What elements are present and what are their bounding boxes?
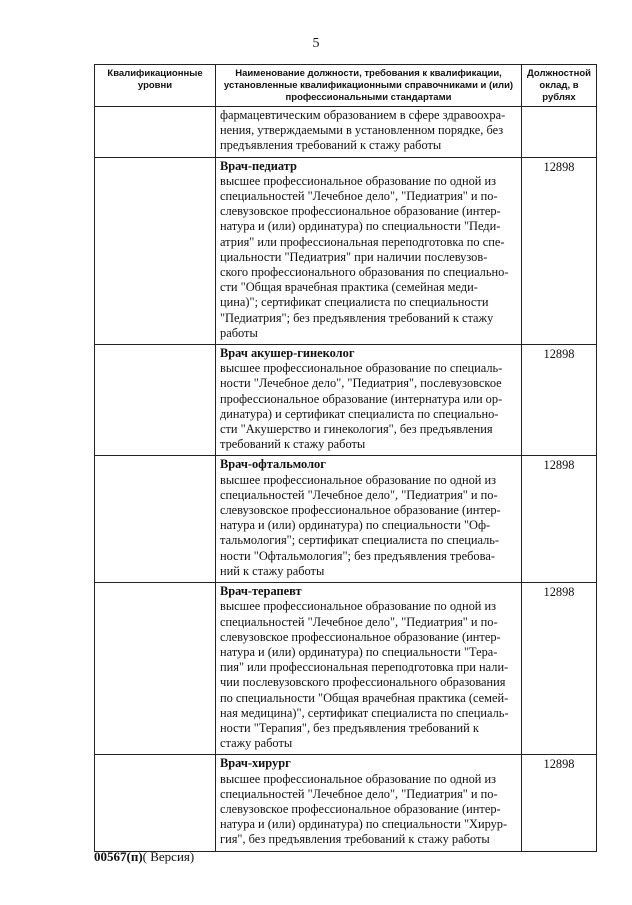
requirement-line: натура и (или) ординатура) по специальности "Оф- <box>220 518 491 533</box>
requirement-line: специальностей "Лечебное дело", "Педиатрия" и по- <box>220 189 498 204</box>
requirement-line: слевузовское профессиональное образование (интер- <box>220 801 501 816</box>
levels-cell <box>95 583 216 755</box>
document-version: ( Версия) <box>142 849 195 864</box>
requirement-line: требований к стажу работы <box>220 437 366 452</box>
position-description <box>216 583 522 755</box>
requirement-line: слевузовское профессиональное образование (интер- <box>220 629 501 644</box>
requirement-line: высшее профессиональное образование по одной из <box>220 472 497 487</box>
requirement-line: "Педиатрия"; без предъявления требований к стажу <box>220 310 494 325</box>
requirement-line: пия" или профессиональная переподготовка при нали- <box>220 660 509 675</box>
requirement-line: высшее профессиональное образование по одной из <box>220 173 497 188</box>
salary-value: 12898 <box>522 345 597 456</box>
continuation-line: фармацевтическим образованием в сфере здравоохра- <box>220 108 506 122</box>
levels-cell <box>95 755 216 851</box>
requirement-line: атрия" или профессиональная переподготовка по спе- <box>220 234 505 249</box>
requirement-line: цина)"; сертификат специалиста по специальности <box>220 295 489 310</box>
page-number: 5 <box>312 36 320 51</box>
table-row <box>95 755 597 851</box>
requirement-line: ского профессионального образования по специально- <box>220 265 509 280</box>
salary-value: 12898 <box>522 157 597 344</box>
header-position-requirements: Наименование должности, требования к квалификации, установленные квалификационными справочниками и (или) профессиональными стандартами <box>216 65 522 107</box>
requirement-line: слевузовское профессиональное образование (интер- <box>220 503 501 518</box>
requirement-line: гия", без предъявления требований к стажу работы <box>220 832 490 847</box>
requirement-line: специальностей "Лечебное дело", "Педиатрия" и по- <box>220 614 498 629</box>
requirement-line: тальмология"; сертификат специалиста по специаль- <box>220 533 500 548</box>
requirement-line: высшее профессиональное образование по специаль- <box>220 361 503 376</box>
position-description <box>216 755 522 851</box>
position-description <box>216 157 522 344</box>
position-title: Врач-офтальмолог <box>220 457 326 472</box>
salary-value: 12898 <box>522 456 597 583</box>
position-title: Врач-педиатр <box>220 158 297 173</box>
requirement-line: стажу работы <box>220 736 293 751</box>
header-levels: Квалификационные уровни <box>95 65 216 107</box>
table-row <box>95 456 597 583</box>
salary-cell <box>522 107 597 158</box>
qualification-table <box>94 64 597 852</box>
header-salary: Должностной оклад, в рублях <box>522 65 597 107</box>
requirement-line: сти "Общая врачебная практика (семейная меди- <box>220 280 478 295</box>
requirement-line: ний к стажу работы <box>220 563 325 578</box>
requirement-line: слевузовское профессиональное образование (интер- <box>220 204 501 219</box>
document-footer <box>94 849 194 865</box>
requirement-line: ная медицина)", сертификат специалиста по специаль- <box>220 705 509 720</box>
table-row <box>95 157 597 344</box>
requirement-line: высшее профессиональное образование по одной из <box>220 771 497 786</box>
table-row <box>95 345 597 456</box>
continuation-row <box>95 107 597 158</box>
requirement-line: профессиональное образование (интернатура или ор- <box>220 391 503 406</box>
position-description <box>216 456 522 583</box>
requirement-line: высшее профессиональное образование по одной из <box>220 599 497 614</box>
levels-cell <box>95 345 216 456</box>
continuation-line: предъявления требований к стажу работы <box>220 138 442 153</box>
requirement-line: сти "Акушерство и гинекология", без предъявления <box>220 422 493 437</box>
position-description <box>216 345 522 456</box>
requirement-line: по специальности "Общая врачебная практика (семей- <box>220 690 509 705</box>
requirement-line: ности "Офтальмология"; без предъявления требова- <box>220 548 495 563</box>
position-title: Врач-хирург <box>220 756 291 771</box>
salary-value: 12898 <box>522 583 597 755</box>
document-code: 00567(п) <box>94 849 143 864</box>
requirement-line: натура и (или) ординатура) по специальности "Педи- <box>220 219 501 234</box>
table-header-row <box>95 65 597 107</box>
table-row <box>95 583 597 755</box>
salary-value: 12898 <box>522 755 597 851</box>
continuation-line: нения, утверждаемыми в установленном порядке, без <box>220 123 504 138</box>
position-title: Врач-терапевт <box>220 584 302 599</box>
requirement-line: натура и (или) ординатура) по специальности "Тера- <box>220 644 498 659</box>
requirement-line: динатура) и сертификат специалиста по специально- <box>220 406 499 421</box>
position-title: Врач акушер-гинеколог <box>220 346 355 361</box>
continuation-text <box>216 107 522 158</box>
requirement-line: натура и (или) ординатура) по специальности "Хирур- <box>220 817 508 832</box>
levels-cell <box>95 107 216 158</box>
requirement-line: ности "Лечебное дело", "Педиатрия", послевузовское <box>220 376 502 391</box>
requirement-line: циальности "Педиатрия" при наличии послевузов- <box>220 249 488 264</box>
requirement-line: специальностей "Лечебное дело", "Педиатрия" и по- <box>220 487 498 502</box>
requirement-line: специальностей "Лечебное дело", "Педиатрия" и по- <box>220 786 498 801</box>
requirement-line: работы <box>220 325 258 340</box>
levels-cell <box>95 456 216 583</box>
requirement-line: чии послевузовского профессионального образования <box>220 675 506 690</box>
requirement-line: ности "Терапия", без предъявления требований к <box>220 720 479 735</box>
levels-cell <box>95 157 216 344</box>
